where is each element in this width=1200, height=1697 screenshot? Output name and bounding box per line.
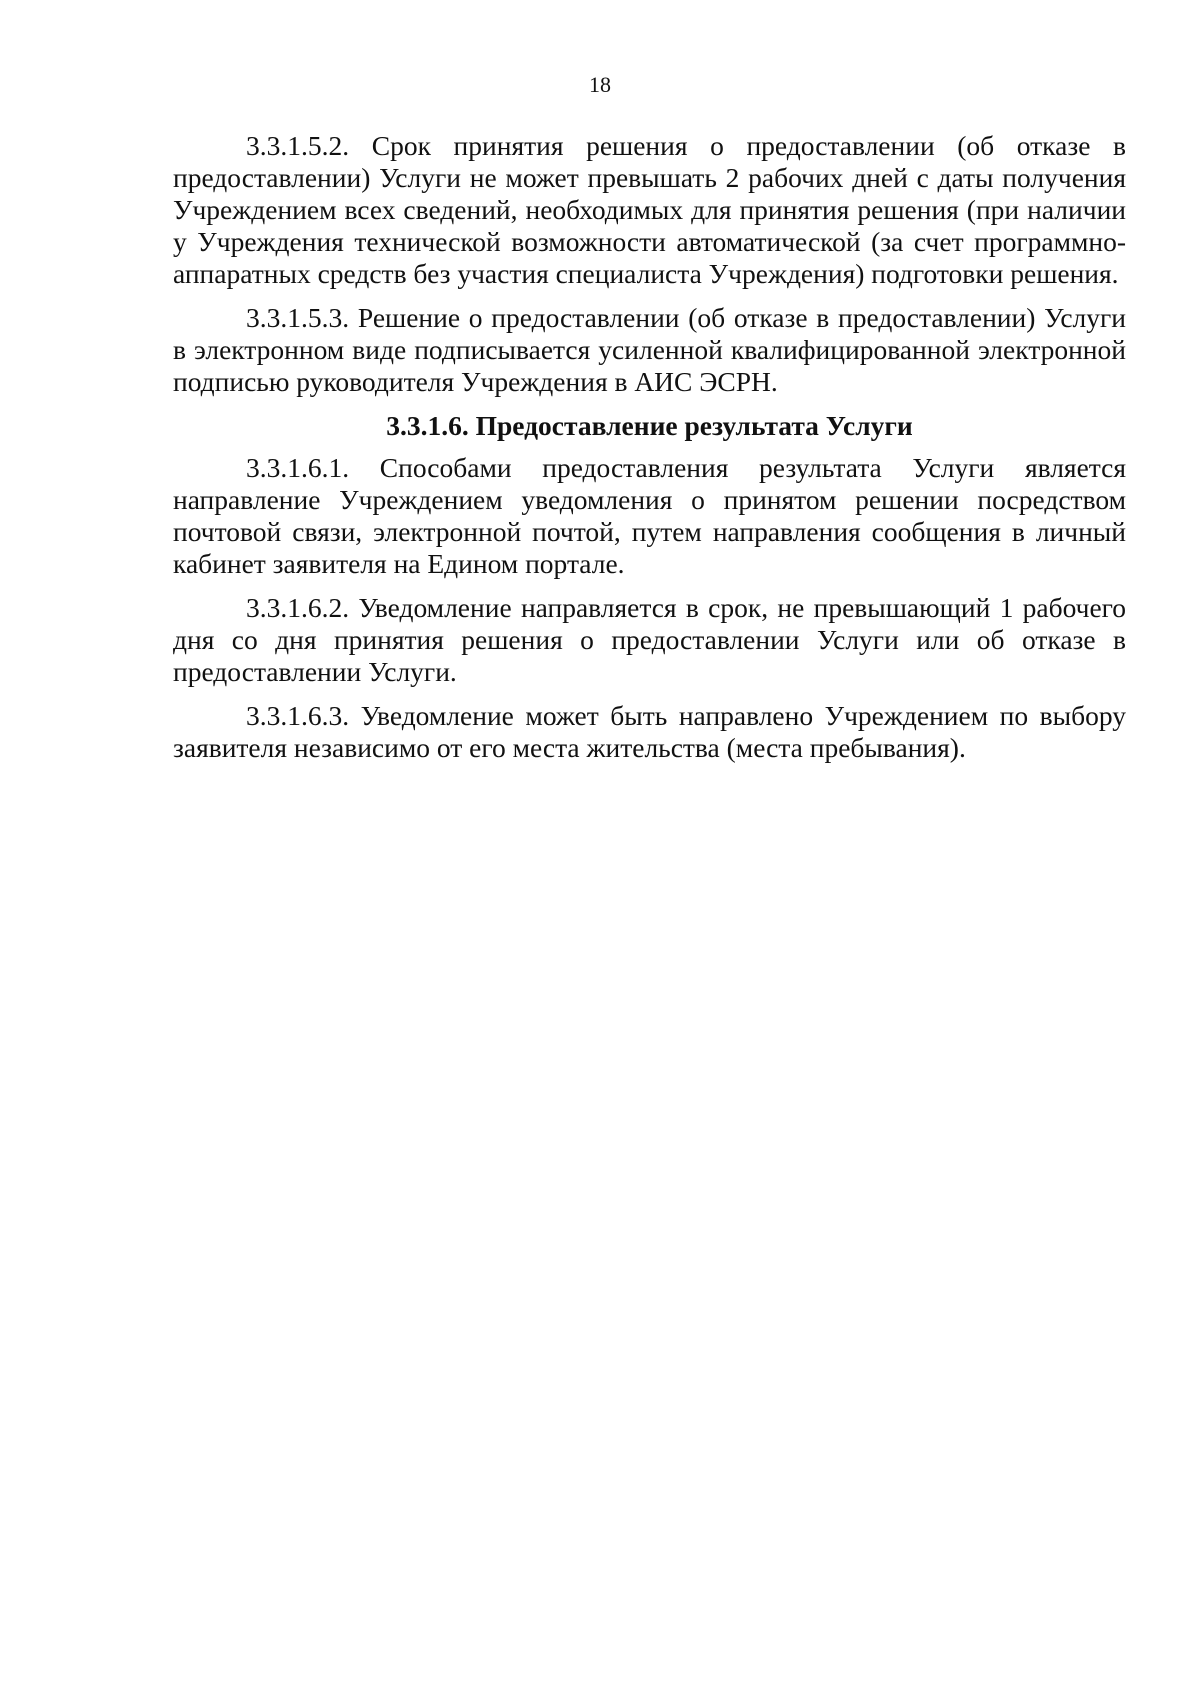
section-heading-3-3-1-6: 3.3.1.6. Предоставление результата Услуги [386, 410, 913, 441]
paragraph-3-3-1-6-1: 3.3.1.6.1. Способами предоставления результата Услуги является направление Учреждением уведомления о принятом решении посредством почтовой связи, электронной почтой, путем направления сообщения в личный кабинет заявителя на Едином портале. [173, 452, 1126, 579]
paragraph-3-3-1-5-2: 3.3.1.5.2. Срок принятия решения о предоставлении (об отказе в предоставлении) Услуги не может превышать 2 рабочих дней с даты получения Учреждением всех сведений, необходимых для принятия решения (при наличии у Учреждения технической возможности автоматической (за счет программно-аппаратных средств без участия специалиста Учреждения) подготовки решения. [173, 130, 1126, 289]
paragraph-3-3-1-5-3: 3.3.1.5.3. Решение о предоставлении (об отказе в предоставлении) Услуги в электронном виде подписывается усиленной квалифицированной электронной подписью руководителя Учреждения в АИС ЭСРН. [173, 302, 1126, 397]
paragraph-3-3-1-6-2: 3.3.1.6.2. Уведомление направляется в срок, не превышающий 1 рабочего дня со дня принятия решения о предоставлении Услуги или об отказе в предоставлении Услуги. [173, 592, 1126, 687]
page-number: 18 [589, 72, 611, 97]
paragraph-3-3-1-6-3: 3.3.1.6.3. Уведомление может быть направлено Учреждением по выбору заявителя независимо от его места жительства (места пребывания). [173, 700, 1126, 763]
document-body [173, 130, 1126, 776]
